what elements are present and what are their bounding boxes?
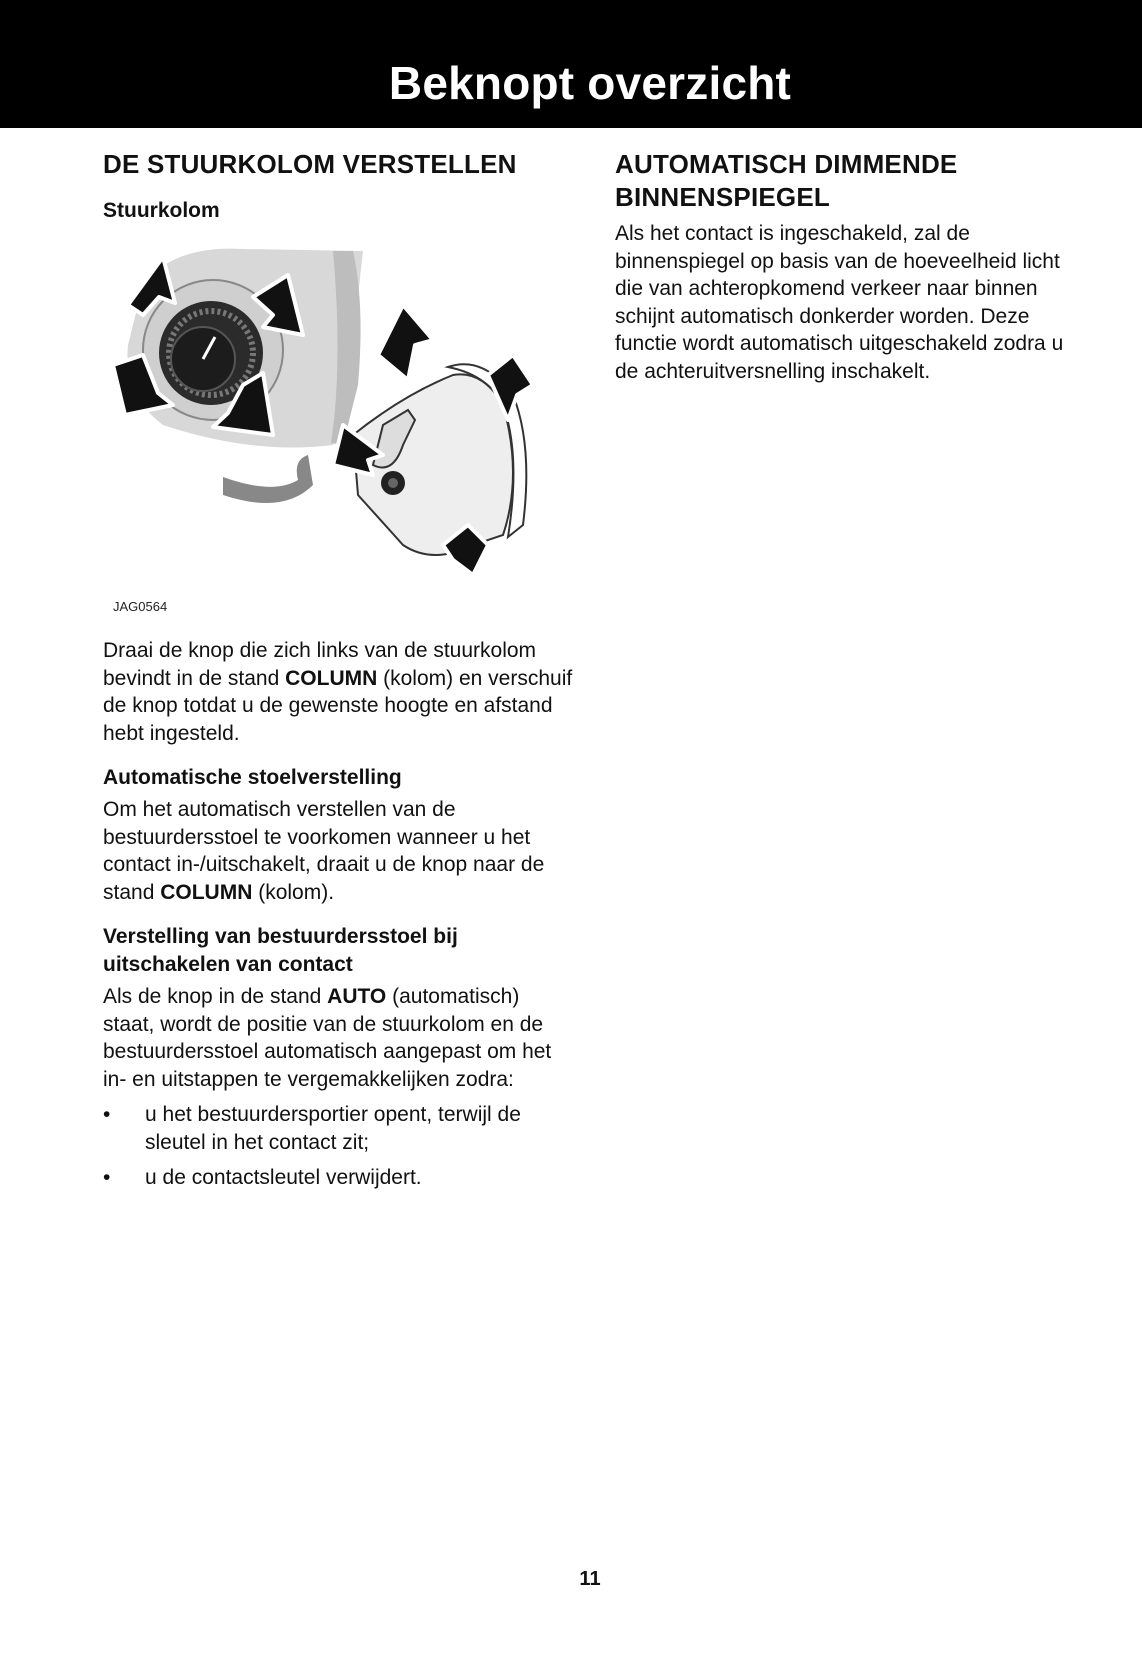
paragraph-auto-seat [103,796,573,906]
bullet-icon: • [103,1103,111,1126]
subheading-stuurkolom: Stuurkolom [103,199,220,222]
para3-text-c: (automatisch) staat, wordt de positie van de stuurkolom en de bestuurdersstoel automatisch aangepast om het in- en uitstappen te vergemakkelijken zodra: [103,985,552,1091]
paragraph-column-knob [103,637,573,747]
condition-list [103,1101,573,1192]
para2-bold: COLUMN [160,880,253,904]
para2-text-c: (kolom). [252,880,335,904]
page-number: 11 [579,1568,601,1590]
section-heading-steering-column: DE STUURKOLOM VERSTELLEN [103,149,517,179]
para1-text-a: Draai de knop die zich links van de stuurkolom bevindt in de stand [103,639,537,690]
steering-adjust-illustration [103,245,563,615]
left-column [103,148,573,1200]
list-item-text: u het bestuurdersportier opent, terwijl de sleutel in het contact zit; [145,1103,521,1154]
subheading-auto-seat: Automatische stoelverstelling [103,766,402,789]
para3-text-a: Als de knop in de stand [103,985,328,1008]
list-item [103,1164,573,1192]
right-column [615,148,1085,385]
bullet-icon: • [103,1166,111,1189]
rotate-arrow-icon [223,455,313,503]
section-heading-mirror: AUTOMATISCH DIMMENDE BINNENSPIEGEL [615,149,958,212]
paragraph-mirror: Als het contact is ingeschakeld, zal de binnenspiegel op basis van de hoeveelheid licht die van achteropkomend verkeer naar binnen schijnt automatisch donkerder worden. Deze functie wordt automatisch uitgeschakeld zodra u de achteruitversnelling inschakelt. [615,222,1064,383]
list-item [103,1101,573,1156]
figure-code: JAG0564 [113,599,168,614]
para1-bold: COLUMN [285,666,378,690]
para2-text-a: Om het automatisch verstellen van de bestuurdersstoel te voorkomen wanneer u het contact in-/uitschakelt, draait u de knop naar de stand [103,798,545,904]
paragraph-auto-mode [103,983,573,1093]
para3-bold: AUTO [327,985,387,1008]
list-item-text: u de contactsleutel verwijdert. [145,1166,422,1189]
steering-illustration-svg [103,245,563,605]
para1-text-c: (kolom) en verschuif de knop totdat u de gewenste hoogte en afstand hebt ingesteld. [103,666,573,745]
page-title: Beknopt overzicht [388,57,792,109]
arrow-up-icon [378,305,433,380]
subheading-seat-ignition-off: Verstelling van bestuurdersstoel bij uitschakelen van contact [103,925,458,976]
